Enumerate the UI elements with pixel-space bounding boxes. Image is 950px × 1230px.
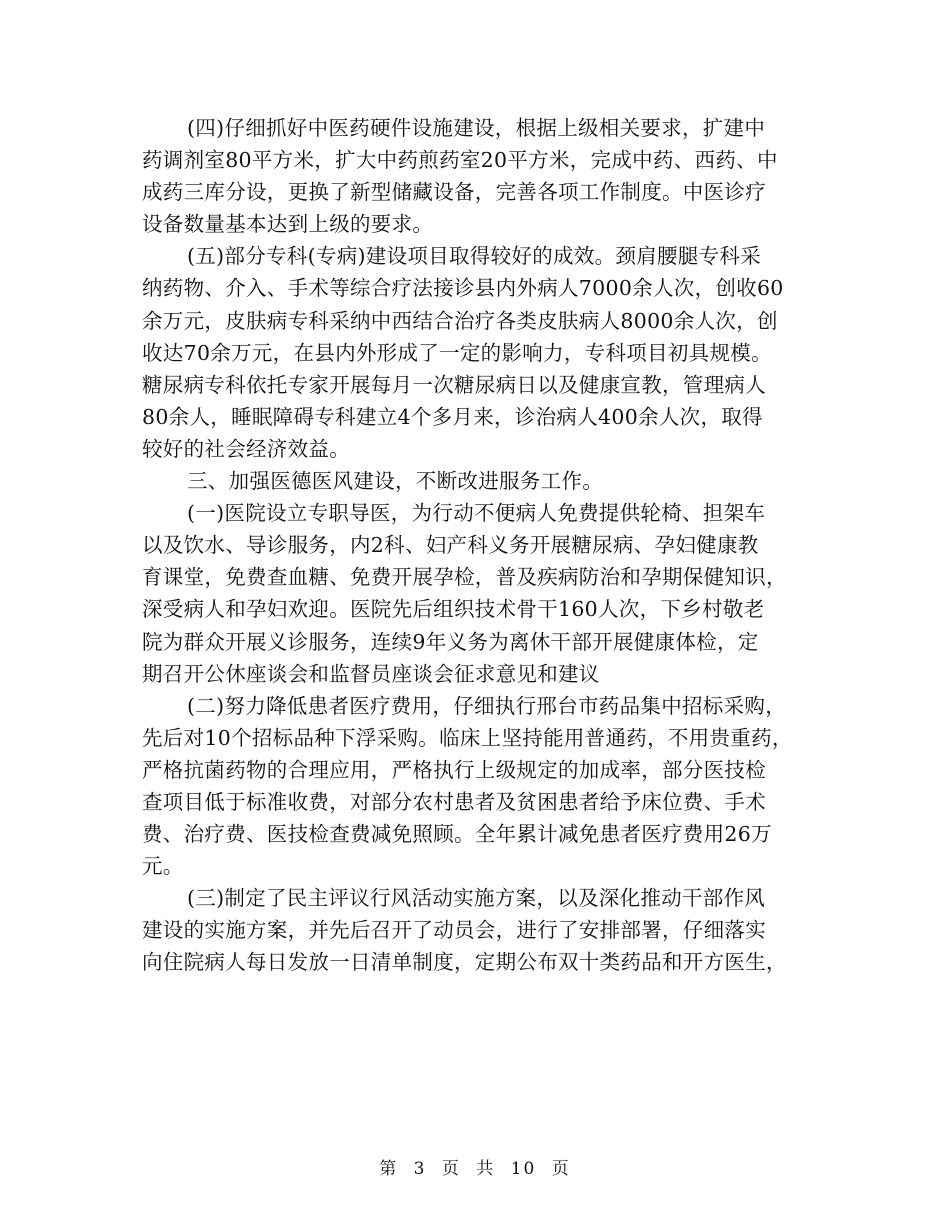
document-line: 深受病人和孕妇欢迎。医院先后组织技术骨干160人次，下乡村敬老 — [142, 597, 765, 622]
document-line: 设备数量基本达到上级的要求。 — [142, 212, 434, 237]
document-line: 向住院病人每日发放一日清单制度，定期公布双十类药品和开方医生， — [142, 950, 787, 975]
document-line: 以及饮水、导诊服务，内2科、妇产科义务开展糖尿病、孕妇健康教 — [142, 533, 759, 558]
document-line: 建设的实施方案，并先后召开了动员会，进行了安排部署，仔细落实 — [142, 918, 766, 943]
document-line: 糖尿病专科依托专家开展每月一次糖尿病日以及健康宣教，管理病人 — [142, 372, 766, 397]
document-line: (五)部分专科(专病)建设项目取得较好的成效。颈肩腰腿专科采 — [187, 244, 761, 269]
document-line: 药调剂室80平方米，扩大中药煎药室20平方米，完成中药、西药、中 — [142, 148, 778, 173]
document-line: (四)仔细抓好中医药硬件设施建设，根据上级相关要求，扩建中 — [187, 116, 766, 140]
document-line: (一)医院设立专职导医，为行动不便病人免费提供轮椅、担架车 — [187, 501, 766, 526]
page-footer: 第 3 页 共 10 页 — [379, 1159, 571, 1179]
document-line: (二)努力降低患者医疗费用，仔细执行邢台市药品集中招标采购， — [187, 693, 786, 718]
document-line: 费、治疗费、医技检查费减免照顾。全年累计减免患者医疗费用26万 — [142, 822, 772, 847]
document-line: 纳药物、介入、手术等综合疗法接诊县内外病人7000余人次，创收60 — [142, 276, 784, 301]
document-line: 查项目低于标准收费，对部分农村患者及贫困患者给予床位费、手术 — [142, 789, 766, 814]
document-line: 80余人，睡眠障碍专科建立4个多月来，诊治病人400余人次，取得 — [142, 404, 763, 429]
document-line: (三)制定了民主评议行风活动实施方案，以及深化推动干部作风 — [187, 886, 766, 911]
document-line: 育课堂，免费查血糖、免费开展孕检，普及疾病防治和孕期保健知识， — [142, 565, 787, 590]
document-line: 成药三库分设，更换了新型储藏设备，完善各项工作制度。中医诊疗 — [142, 180, 766, 205]
document-body — [142, 112, 812, 979]
document-line: 严格抗菌药物的合理应用，严格执行上级规定的加成率，部分医技检 — [142, 757, 766, 782]
document-line: 院为群众开展义诊服务，连续9年义务为离休干部开展健康体检，定 — [142, 629, 759, 654]
document-line: 期召开公休座谈会和监督员座谈会征求意见和建议 — [142, 661, 600, 686]
document-line: 较好的社会经济效益。 — [142, 436, 350, 461]
document-line: 三、加强医德医风建设，不断改进服务工作。 — [187, 469, 603, 494]
document-line: 余万元，皮肤病专科采纳中西结合治疗各类皮肤病人8000余人次，创 — [142, 308, 778, 333]
document-line: 先后对10个招标品种下浮采购。临床上坚持能用普通药，不用贵重药， — [142, 725, 793, 750]
document-line: 元。 — [142, 854, 184, 879]
document-line: 收达70余万元，在县内外形成了一定的影响力，专科项目初具规模。 — [142, 340, 772, 365]
